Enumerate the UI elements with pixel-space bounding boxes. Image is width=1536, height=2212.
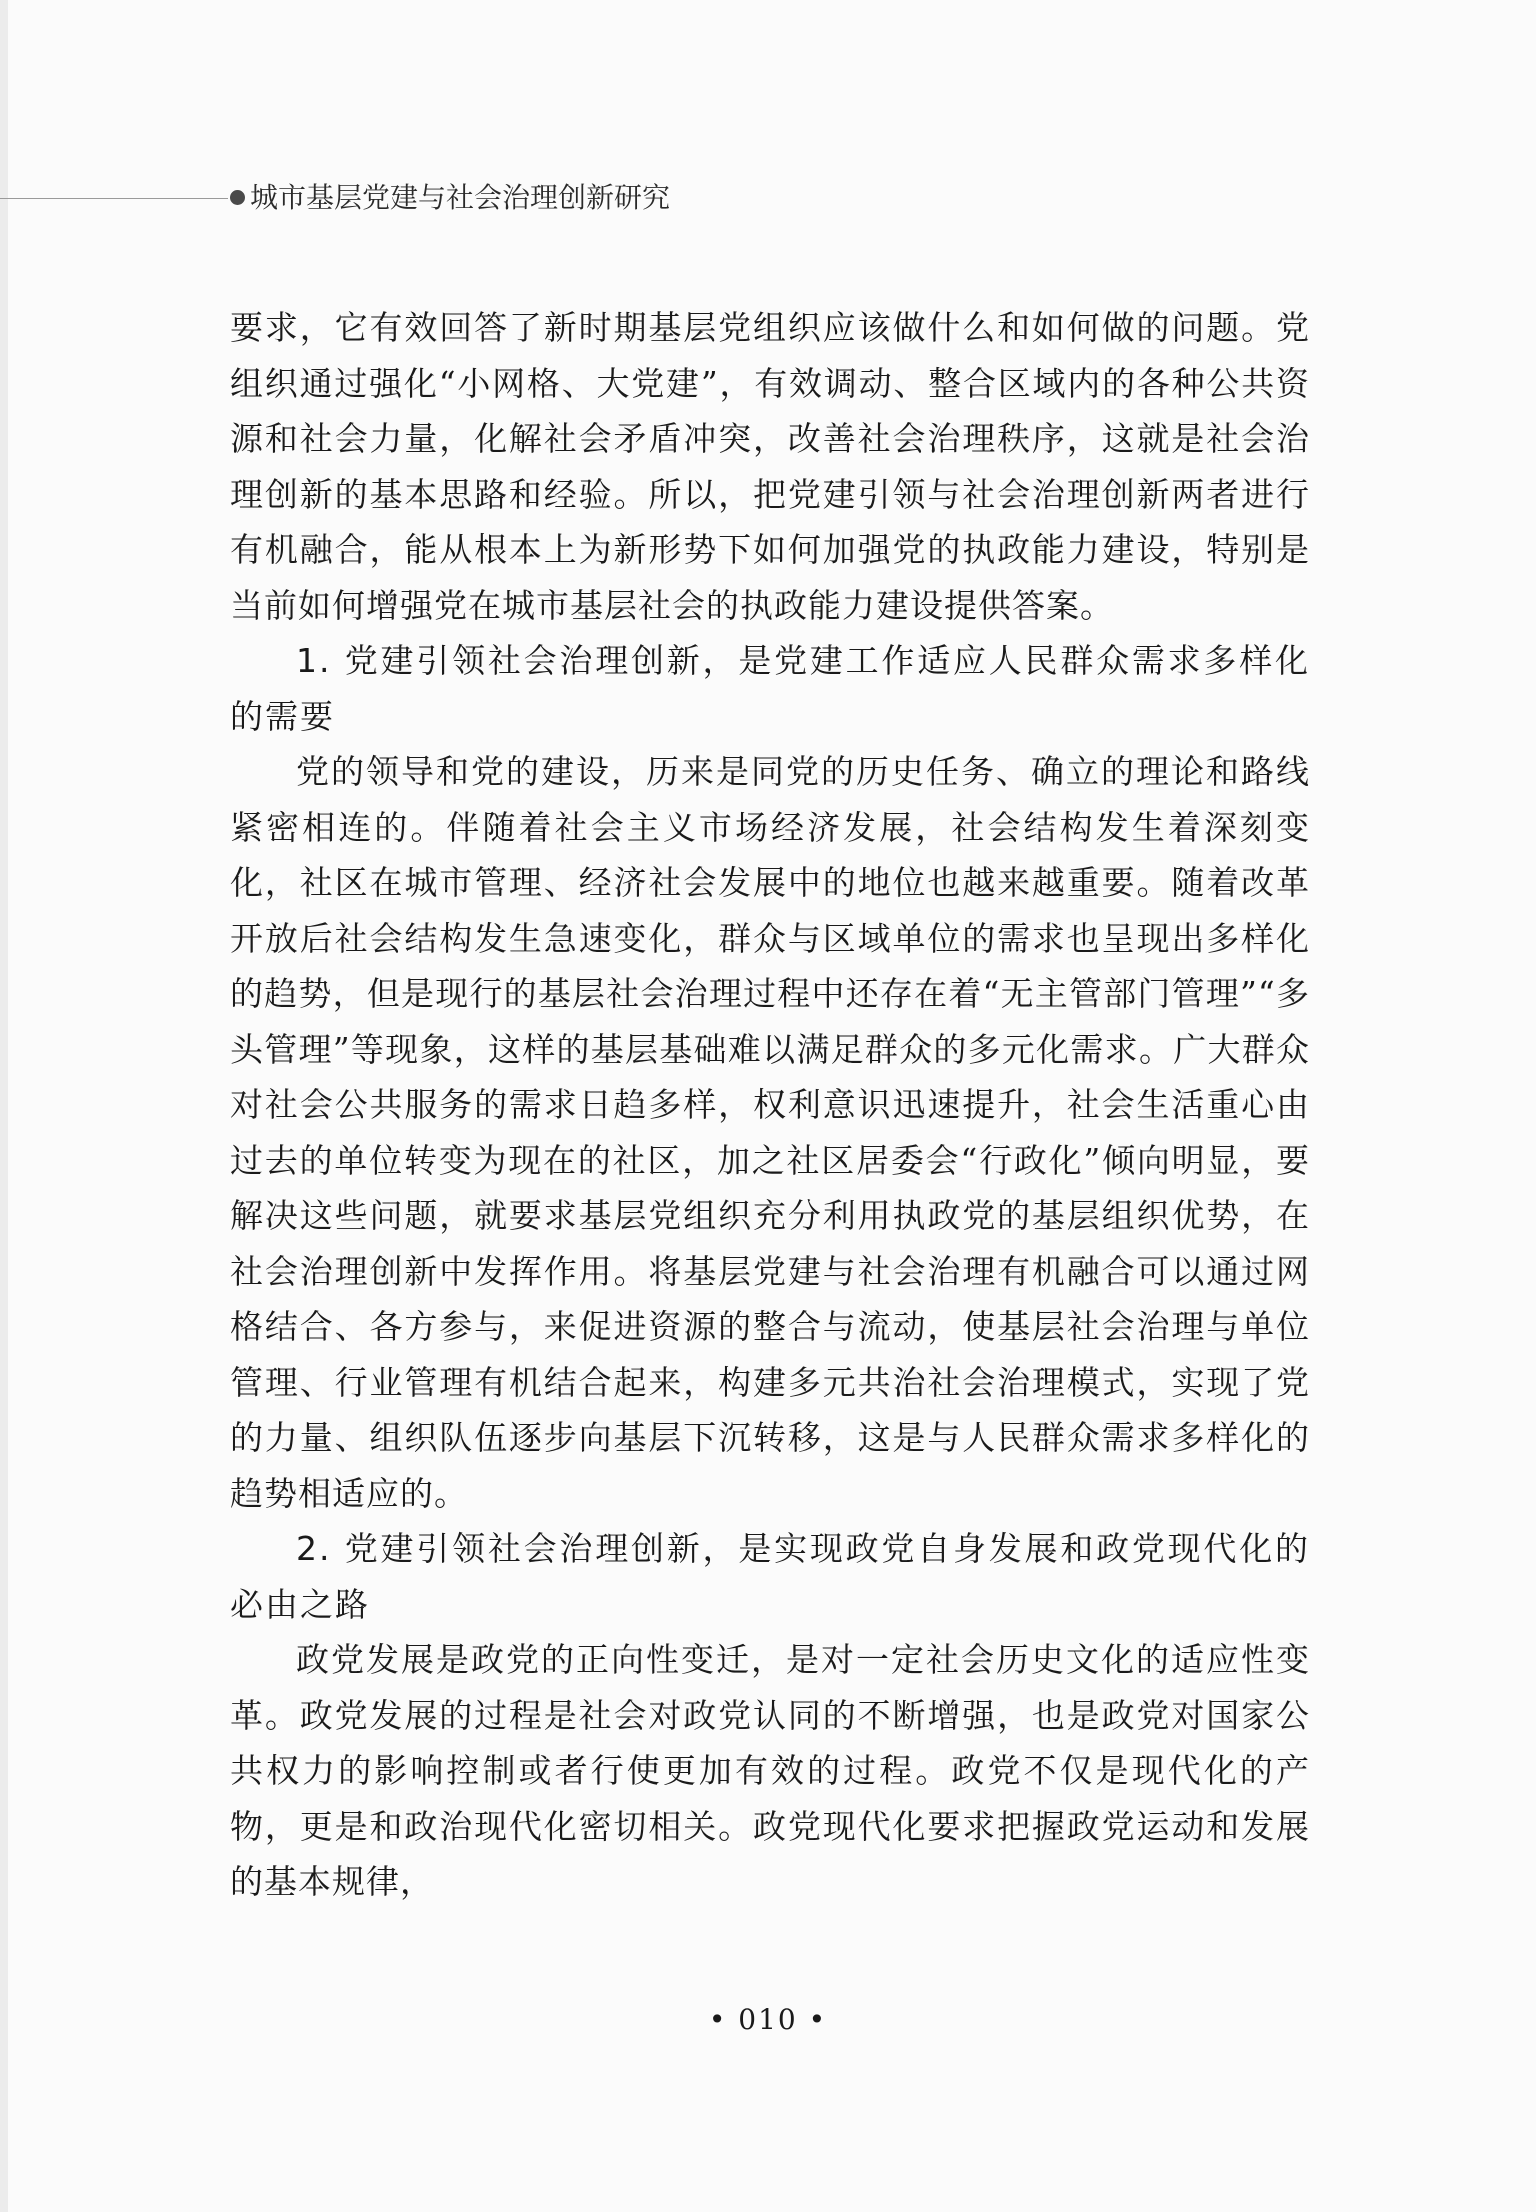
paragraph-continuation: 要求，它有效回答了新时期基层党组织应该做什么和如何做的问题。党组织通过强化“小网格、大党建”，有效调动、整合区域内的各种公共资源和社会力量，化解社会矛盾冲突，改善社会治理秩序，这就是社会治理创新的基本思路和经验。所以，把党建引领与社会治理创新两者进行有机融合，能从根本上为新形势下如何加强党的执政能力建设，特别是当前如何增强党在城市基层社会的执政能力建设提供答案。	[230, 308, 1310, 625]
running-header	[0, 178, 1536, 218]
paragraph: 政党发展是政党的正向性变迁，是对一定社会历史文化的适应性变革。政党发展的过程是社会对政党认同的不断增强，也是政党对国家公共权力的影响控制或者行使更加有效的过程。政党不仅是现代化的产物，更是和政治现代化密切相关。政党现代化要求把握政党运动和发展的基本规律，	[230, 1640, 1310, 1901]
body-text	[230, 300, 1310, 1910]
header-bullet-icon	[230, 190, 245, 205]
running-header-title: 城市基层党建与社会治理创新研究	[250, 181, 671, 214]
section-heading-1: 1. 党建引领社会治理创新，是党建工作适应人民群众需求多样化的需要	[230, 641, 1310, 736]
header-rule	[0, 198, 228, 199]
page-number: • 010 •	[708, 2003, 828, 2036]
paragraph: 党的领导和党的建设，历来是同党的历史任务、确立的理论和路线紧密相连的。伴随着社会主义市场经济发展，社会结构发生着深刻变化，社区在城市管理、经济社会发展中的地位也越来越重要。随着改革开放后社会结构发生急速变化，群众与区域单位的需求也呈现出多样化的趋势，但是现行的基层社会治理过程中还存在着“无主管部门管理”“多头管理”等现象，这样的基层基础难以满足群众的多元化需求。广大群众对社会公共服务的需求日趋多样，权利意识迅速提升，社会生活重心由过去的单位转变为现在的社区，加之社区居委会“行政化”倾向明显，要解决这些问题，就要求基层党组织充分利用执政党的基层组织优势，在社会治理创新中发挥作用。将基层党建与社会治理有机融合可以通过网格结合、各方参与，来促进资源的整合与流动，使基层社会治理与单位管理、行业管理有机结合起来，构建多元共治社会治理模式，实现了党的力量、组织队伍逐步向基层下沉转移，这是与人民群众需求多样化的趋势相适应的。	[230, 752, 1310, 1513]
page-edge	[0, 0, 8, 2212]
section-heading-2: 2. 党建引领社会治理创新，是实现政党自身发展和政党现代化的必由之路	[230, 1529, 1310, 1624]
